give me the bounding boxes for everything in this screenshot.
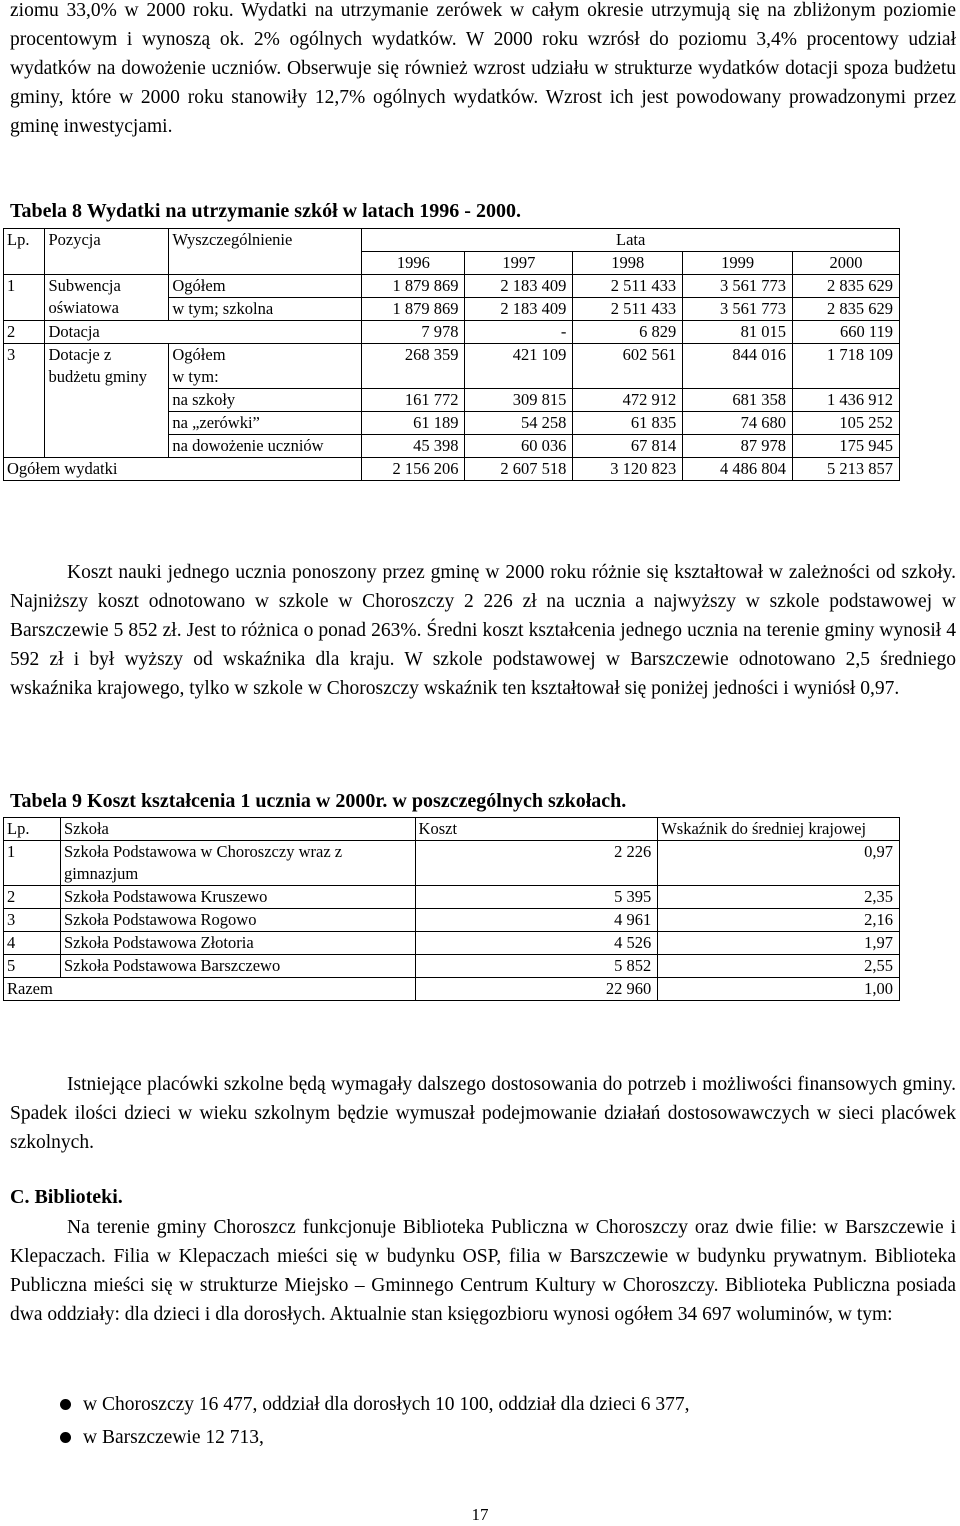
value-cell: 6 829	[573, 321, 683, 344]
header-lata: Lata	[362, 229, 900, 252]
list-item-text: w Barszczewie 12 713,	[83, 1427, 264, 1448]
value-cell: 3 561 773	[683, 298, 793, 321]
value-cell: -	[465, 321, 573, 344]
school-name: Szkoła Podstawowa Rogowo	[60, 909, 415, 932]
header-pozycja: Pozycja	[45, 229, 169, 275]
value-cell: 5 213 857	[793, 458, 900, 481]
pozycja-cell: Dotacja	[45, 321, 362, 344]
value-cell: 2 156 206	[362, 458, 465, 481]
table-row	[4, 344, 900, 389]
list-item-text: w Choroszczy 16 477, oddział dla dorosłych 10 100, oddział dla dzieci 6 377,	[83, 1394, 690, 1415]
paragraph-expenses-intro: ziomu 33,0% w 2000 roku. Wydatki na utrzymanie zerówek w całym okresie utrzymują się na zbliżonym poziomie procentowym i wynoszą ok. 2% ogólnych wydatków. W 2000 roku wzrósł do poziomu 3,4% procentowy udział wydatków na dowożenie uczniów. Obserwuje się również wzrost udziału w strukturze wydatków dotacji spoza budżetu gminy, które w 2000 roku stanowiły 12,7% ogólnych wydatków. Wzrost ich jest powodowany prowadzonymi przez gminę inwestycjami.	[10, 0, 956, 137]
school-name: Szkoła Podstawowa Złotoria	[60, 932, 415, 955]
label-w-tym: w tym:	[172, 367, 219, 386]
book-collection-list	[58, 1388, 690, 1454]
header-wskaznik: Wskaźnik do średniej krajowej	[658, 818, 900, 841]
cost-cell: 22 960	[415, 978, 658, 1001]
table-total-row	[4, 978, 900, 1001]
lp-cell: 4	[4, 932, 61, 955]
pozycja-cell: Dotacje z budżetu gminy	[45, 344, 169, 458]
table-total-row	[4, 458, 900, 481]
lp-cell: 1	[4, 275, 45, 321]
table8-caption: Tabela 8 Wydatki na utrzymanie szkół w latach 1996 - 2000.	[10, 200, 521, 222]
index-cell: 0,97	[658, 841, 900, 886]
value-cell: 74 680	[683, 412, 793, 435]
value-cell: 7 978	[362, 321, 465, 344]
value-cell: 1 879 869	[362, 275, 465, 298]
index-cell: 1,97	[658, 932, 900, 955]
header-koszt: Koszt	[415, 818, 658, 841]
value-cell: 602 561	[573, 344, 683, 389]
label-cell: na dowożenie uczniów	[169, 435, 362, 458]
value-cell: 309 815	[465, 389, 573, 412]
table9-header-row	[4, 818, 900, 841]
bullet-icon	[60, 1432, 71, 1443]
value-cell: 81 015	[683, 321, 793, 344]
value-cell: 61 835	[573, 412, 683, 435]
value-cell: 105 252	[793, 412, 900, 435]
label-cell	[169, 344, 362, 389]
paragraph-text: Koszt nauki jednego ucznia ponoszony przez gminę w 2000 roku różnie się kształtował w zależności od szkoły. Najniższy koszt odnotowano w szkole w Choroszczy 2 226 zł na ucznia a najwyższy w szkole podstawowej w Barszczewie 5 852 zł. Jest to różnica o ponad 263%. Średni koszt kształcenia jednego ucznia na terenie gminy wynosił 4 592 zł i był wyższy od wskaźnika dla kraju. W szkole podstawowej w Barszczewie odnotowano 2,5 średniego wskaźnika krajowego, tylko w szkole w Choroszczy wskaźnik ten kształtował się poniżej jedności i wyniósł 0,97.	[10, 562, 956, 699]
table-row	[4, 886, 900, 909]
list-item	[58, 1388, 690, 1421]
table-row	[4, 275, 900, 298]
cost-cell: 4 526	[415, 932, 658, 955]
value-cell: 2 511 433	[573, 275, 683, 298]
lp-cell: 3	[4, 344, 45, 458]
paragraph-libraries	[10, 1213, 956, 1329]
school-name: Szkoła Podstawowa w Choroszczy wraz z gimnazjum	[60, 841, 415, 886]
school-name: Szkoła Podstawowa Kruszewo	[60, 886, 415, 909]
value-cell: 45 398	[362, 435, 465, 458]
lp-cell: 1	[4, 841, 61, 886]
value-cell: 472 912	[573, 389, 683, 412]
year-cell: 1999	[683, 252, 793, 275]
value-cell: 2 511 433	[573, 298, 683, 321]
label-cell: Ogółem	[169, 275, 362, 298]
value-cell: 3 120 823	[573, 458, 683, 481]
table-row	[4, 841, 900, 886]
total-label: Razem	[4, 978, 416, 1001]
year-cell: 2000	[793, 252, 900, 275]
table-student-cost	[3, 817, 900, 1001]
list-item	[58, 1421, 690, 1454]
lp-cell: 2	[4, 321, 45, 344]
value-cell: 61 189	[362, 412, 465, 435]
index-cell: 2,35	[658, 886, 900, 909]
value-cell: 175 945	[793, 435, 900, 458]
value-cell: 87 978	[683, 435, 793, 458]
table-row	[4, 955, 900, 978]
lp-cell: 3	[4, 909, 61, 932]
header-lp: Lp.	[4, 229, 45, 275]
paragraph-text: Na terenie gminy Choroszcz funkcjonuje Biblioteka Publiczna w Choroszczy oraz dwie filie: w Barszczewie i Klepaczach. Filia w Klepaczach mieści się w budynku OSP, filia w Barszczewie w budynku prywatnym. Biblioteka Publiczna mieści się w strukturze Miejsko – Gminnego Centrum Kultury w Choroszczy. Biblioteka Publiczna posiada dwa oddziały: dla dzieci i dla dorosłych. Aktualnie stan księgozbioru wynosi ogółem 34 697 woluminów, w tym:	[10, 1217, 956, 1325]
value-cell: 268 359	[362, 344, 465, 389]
value-cell: 2 607 518	[465, 458, 573, 481]
year-cell: 1997	[465, 252, 573, 275]
cost-cell: 5 395	[415, 886, 658, 909]
cost-cell: 2 226	[415, 841, 658, 886]
value-cell: 4 486 804	[683, 458, 793, 481]
value-cell: 2 835 629	[793, 275, 900, 298]
table-row	[4, 321, 900, 344]
table-row	[4, 909, 900, 932]
label-cell: na „zerówki”	[169, 412, 362, 435]
header-wyszczegolnienie: Wyszczególnienie	[169, 229, 362, 275]
year-cell: 1996	[362, 252, 465, 275]
header-lp: Lp.	[4, 818, 61, 841]
value-cell: 2 183 409	[465, 298, 573, 321]
value-cell: 844 016	[683, 344, 793, 389]
page-number: 17	[471, 1505, 489, 1524]
index-cell: 2,16	[658, 909, 900, 932]
lp-cell: 2	[4, 886, 61, 909]
value-cell: 3 561 773	[683, 275, 793, 298]
label-cell: na szkoły	[169, 389, 362, 412]
label-ogolem: Ogółem	[172, 345, 226, 364]
value-cell: 2 835 629	[793, 298, 900, 321]
value-cell: 67 814	[573, 435, 683, 458]
school-name: Szkoła Podstawowa Barszczewo	[60, 955, 415, 978]
cost-cell: 5 852	[415, 955, 658, 978]
paragraph-text: Istniejące placówki szkolne będą wymagały dalszego dostosowania do potrzeb i możliwości finansowych gminy. Spadek ilości dzieci w wieku szkolnym będzie wymuszał podejmowanie działań dostosowawczych w sieci placówek szkolnych.	[10, 1074, 956, 1153]
label-cell: w tym; szkolna	[169, 298, 362, 321]
cost-cell: 4 961	[415, 909, 658, 932]
table-school-expenses	[3, 228, 900, 481]
value-cell: 60 036	[465, 435, 573, 458]
index-cell: 1,00	[658, 978, 900, 1001]
table9-caption: Tabela 9 Koszt kształcenia 1 ucznia w 2000r. w poszczególnych szkołach.	[10, 790, 627, 812]
table-row	[4, 932, 900, 955]
table8-header-row	[4, 229, 900, 252]
value-cell: 1 718 109	[793, 344, 900, 389]
bullet-icon	[60, 1399, 71, 1410]
value-cell: 660 119	[793, 321, 900, 344]
value-cell: 54 258	[465, 412, 573, 435]
value-cell: 1 436 912	[793, 389, 900, 412]
index-cell: 2,55	[658, 955, 900, 978]
header-szkola: Szkoła	[60, 818, 415, 841]
total-label: Ogółem wydatki	[4, 458, 362, 481]
value-cell: 421 109	[465, 344, 573, 389]
year-cell: 1998	[573, 252, 683, 275]
section-heading-libraries: C. Biblioteki.	[10, 1186, 123, 1208]
value-cell: 681 358	[683, 389, 793, 412]
value-cell: 2 183 409	[465, 275, 573, 298]
value-cell: 1 879 869	[362, 298, 465, 321]
value-cell: 161 772	[362, 389, 465, 412]
paragraph-cost-per-student	[10, 558, 956, 703]
pozycja-cell: Subwencja oświatowa	[45, 275, 169, 321]
paragraph-adaptation	[10, 1070, 956, 1157]
lp-cell: 5	[4, 955, 61, 978]
